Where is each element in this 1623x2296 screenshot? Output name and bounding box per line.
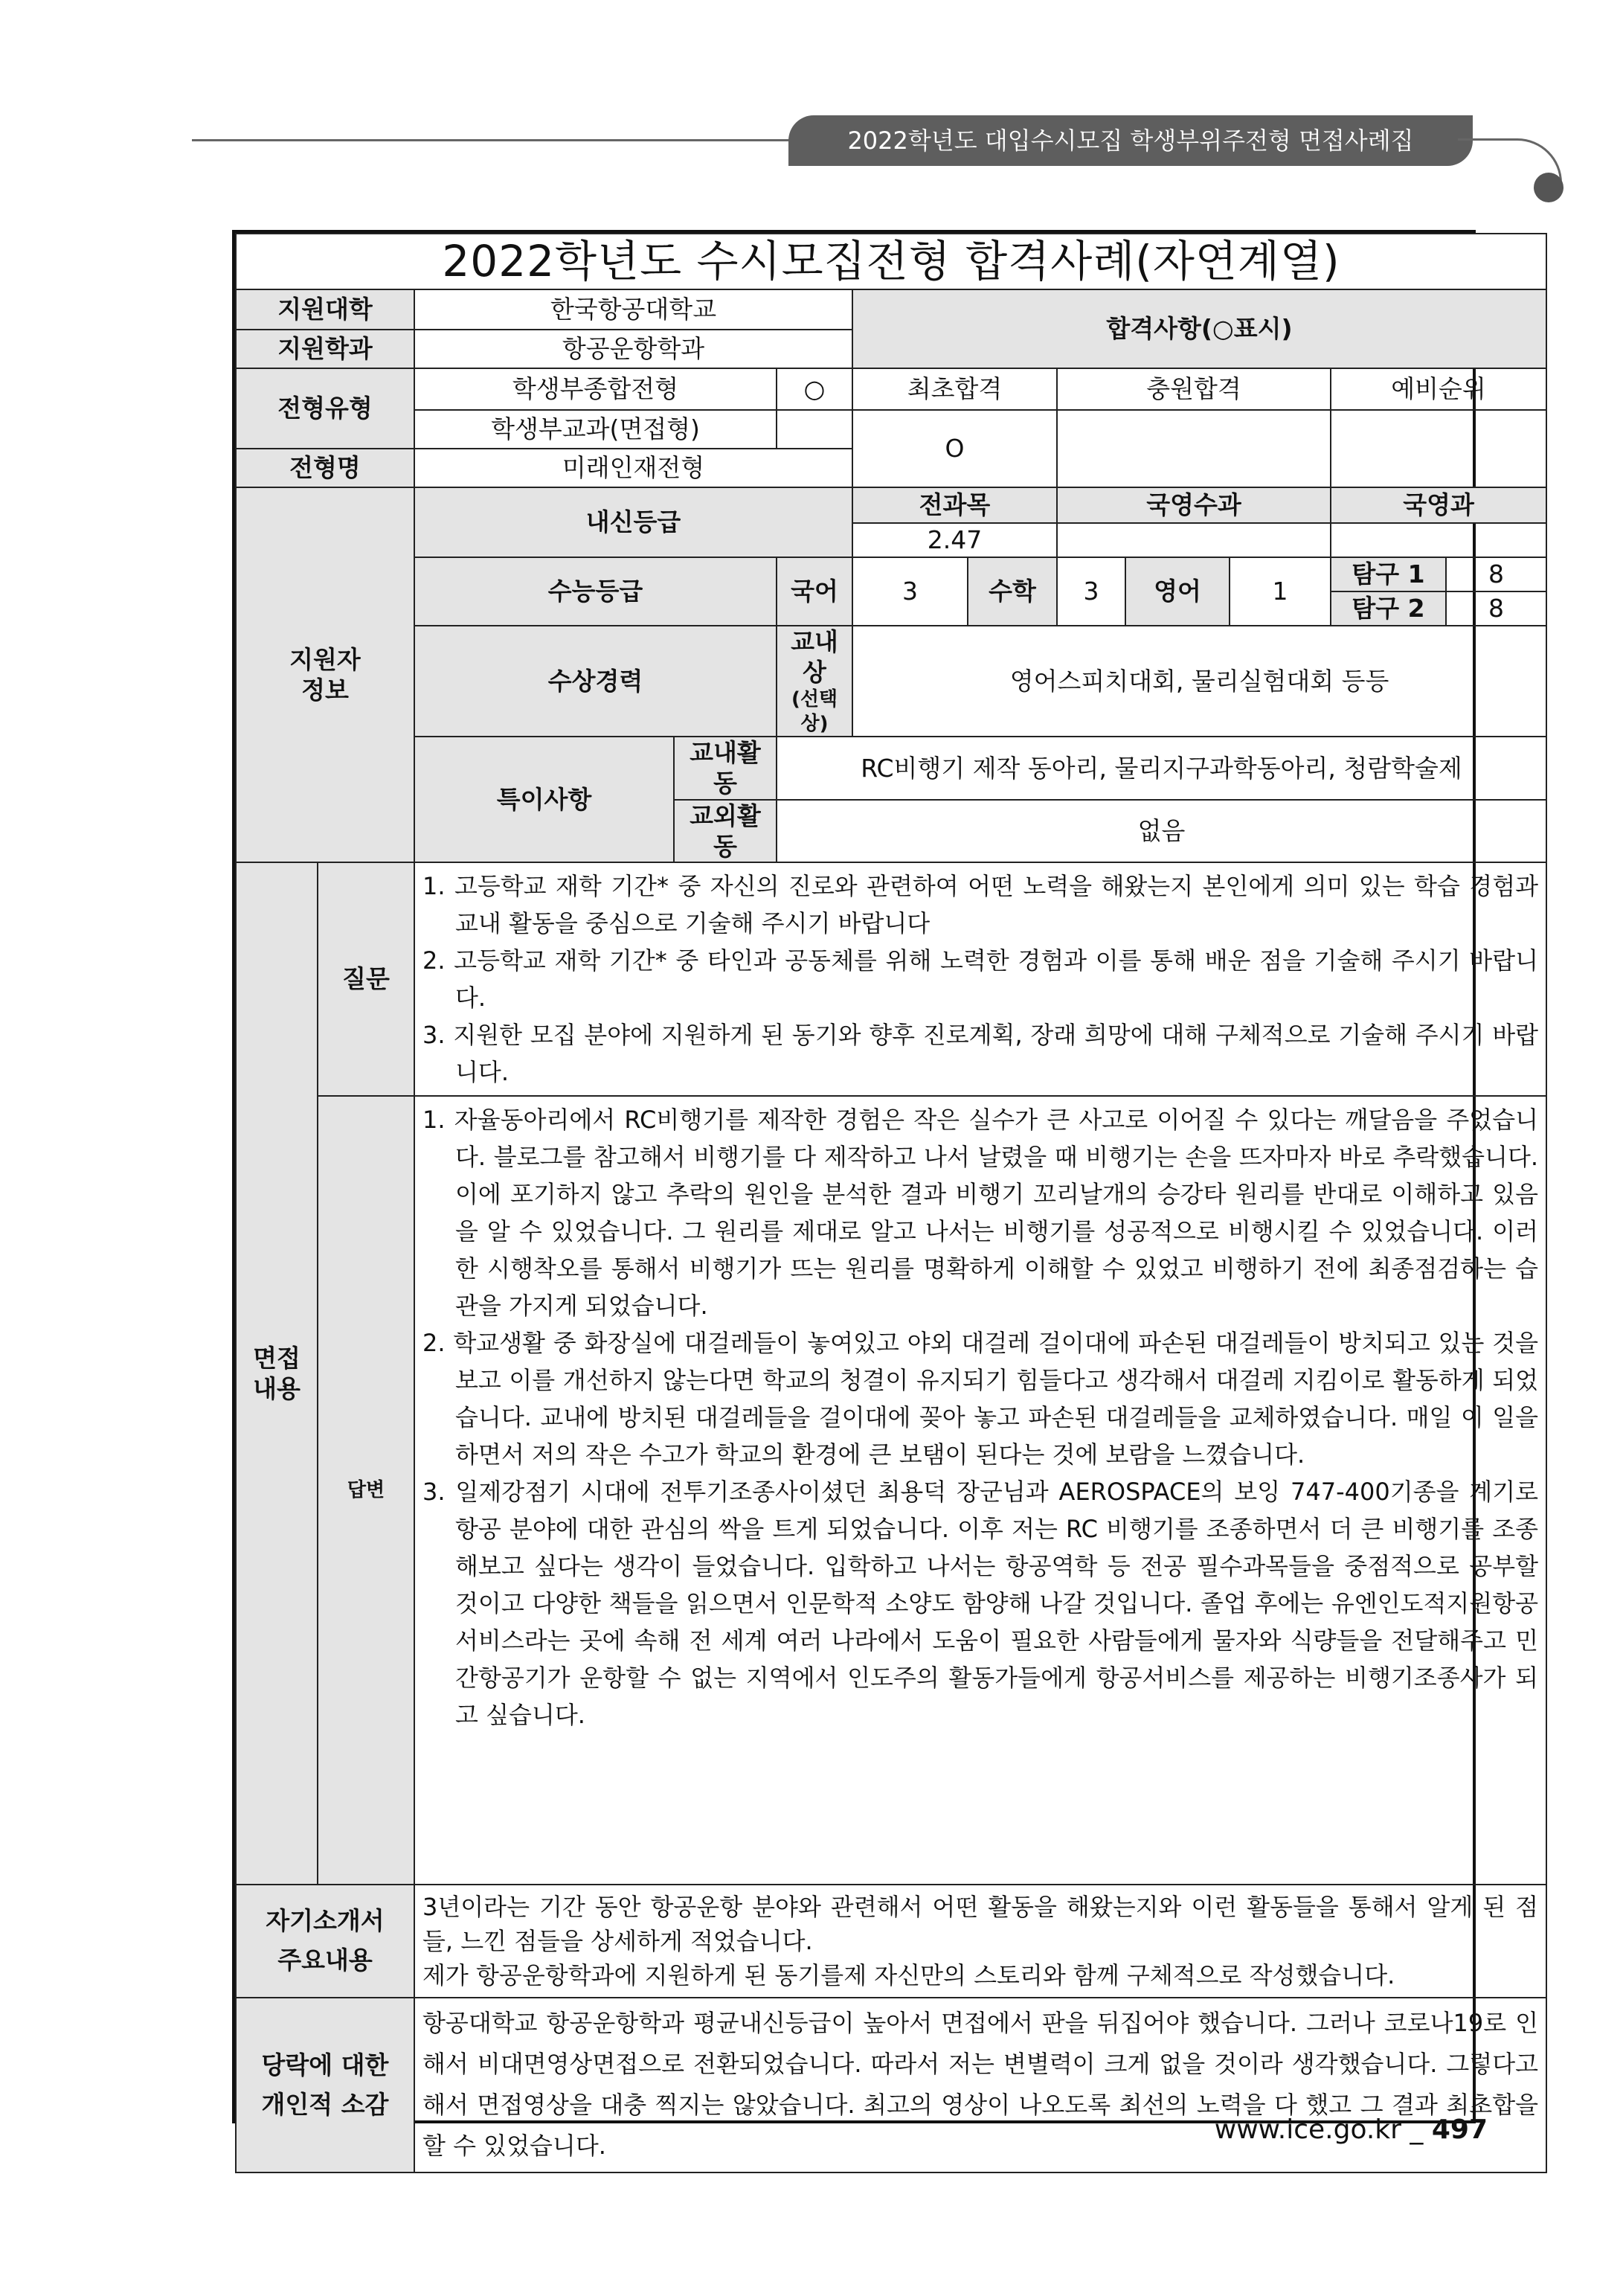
questions-cell: [414, 862, 1546, 1096]
out-school-activity-value: 없음: [777, 800, 1546, 863]
special-notes-label: 특이사항: [414, 737, 674, 862]
english-label: 영어: [1125, 557, 1230, 626]
admission-type-option-1: 학생부종합전형: [414, 368, 777, 410]
header-banner: 2022학년도 대입수시모집 학생부위주전형 면접사례집: [788, 115, 1473, 166]
answer-item: 3. 일제강점기 시대에 전투기조종사이셨던 최용덕 장군님과 AEROSPACE의 보잉 747-400기종을 계기로 항공 분야에 대한 관심의 싹을 트게 되었습니다. 이후 저는 RC 비행기를 조종하면서 더 큰 비행기를 조종해보고 싶다는 생각이 들었습니다. 입학하고 나서는 항공역학 등 전공 필수과목들을 중점적으로 공부할 것이고 다양한 책들을 읽으면서 인문학적 소양도 함양해 나갈 것입니다. 졸업 후에는 유엔인도적지원항공서비스라는 곳에 속해 전 세계 여러 나라에서 도움이 필요한 사람들에게 물자와 식량들을 전달해주고 민간항공기가 운항할 수 없는 지역에서 인도주의 활동가들에게 항공서비스를 제공하는 비행기조종사가 되고 싶습니다.: [422, 1478, 1539, 1729]
result-header: 합격사항(○표시): [852, 289, 1546, 368]
university-label: 지원대학: [236, 289, 414, 330]
waitlist-value: [1331, 410, 1546, 487]
kor-eng-math-label: 국영수과: [1057, 487, 1331, 523]
page-title: 2022학년도 수시모집전형 합격사례(자연계열): [236, 234, 1546, 289]
school-award-text: 교내상: [791, 626, 838, 687]
admission-type-mark-2: [777, 410, 852, 449]
awards-label: 수상경력: [414, 626, 777, 737]
kor-eng-grade: [1331, 523, 1546, 557]
all-subjects-label: 전과목: [852, 487, 1057, 523]
answer-item: 1. 자율동아리에서 RC비행기를 제작한 경험은 작은 실수가 큰 사고로 이어질 수 있다는 깨달음을 주었습니다. 블로그를 참고해서 비행기를 다 제작하고 나서 날렸을 때 비행기는 손을 뜨자마자 바로 추락했습니다. 이에 포기하지 않고 추락의 원인을 분석한 결과 비행기 꼬리날개의 승강타 원리를 반대로 이해하고 있음을 알 수 있었습니다. 그 원리를 제대로 알고 나서는 비행기를 성공적으로 비행시킬 수 있었습니다. 이러한 시행착오를 통해서 비행기가 뜨는 원리를 명확하게 이해할 수 있었고 비행하기 전에 최종점검하는 습관을 가지게 되었습니다.: [422, 1106, 1539, 1320]
answer-item: 2. 학교생활 중 화장실에 대걸레들이 놓여있고 야외 대걸레 걸이대에 파손된 대걸레들이 방치되고 있는 것을 보고 이를 개선하지 않는다면 학교의 청결이 유지되기 힘들다고 생각해서 대걸레 지킴이로 활동하게 되었습니다. 교내에 방치된 대걸레들을 걸이대에 꽂아 놓고 파손된 대걸레들을 교체하였습니다. 매일 이 일을 하면서 저의 작은 수고가 학교의 환경에 큰 보탬이 된다는 것에 보람을 느꼈습니다.: [422, 1329, 1539, 1469]
page-footer: [1160, 2114, 1488, 2145]
answers-cell: [414, 1096, 1546, 1885]
department-value: 항공운항학과: [414, 330, 852, 368]
applicant-info-label: 지원자 정보: [236, 487, 414, 863]
question-item: 1. 고등학교 재학 기간* 중 자신의 진로와 관련하여 어떤 노력을 해왔는지 본인에게 의미 있는 학습 경험과 교내 활동을 중심으로 기술해 주시기 바랍니다: [422, 872, 1539, 937]
school-award-label: [777, 626, 852, 737]
department-label: 지원학과: [236, 330, 414, 368]
admission-name-value: 미래인재전형: [414, 449, 852, 487]
self-intro-paragraph: 3년이라는 기간 동안 항공운항 분야와 관련해서 어떤 활동을 해왔는지와 이런 활동들을 통해서 알게 된 점들, 느낀 점들을 상세하게 적었습니다.: [422, 1893, 1539, 1955]
answer-label: 답변: [318, 1096, 414, 1885]
page-number: 497: [1431, 2114, 1488, 2145]
inquiry-1-label: 탐구 1: [1331, 557, 1446, 591]
math-label: 수학: [968, 557, 1057, 626]
interview-content-label: 면접 내용: [236, 862, 318, 1885]
footer-site-url: www.ice.go.kr _: [1214, 2114, 1432, 2145]
question-item: 2. 고등학교 재학 기간* 중 타인과 공동체를 위해 노력한 경험과 이를 통해 배운 점을 기술해 주시기 바랍니다.: [422, 946, 1539, 1012]
personal-impression-cell: [414, 1998, 1546, 2172]
personal-impression-text: 항공대학교 항공운항학과 평균내신등급이 높아서 면접에서 판을 뒤집어야 했습니다. 그러나 코로나19로 인해서 비대면영상면접으로 전환되었습니다. 따라서 저는 변별력이 크게 없을 것이라 생각했습니다. 그렇다고 해서 면접영상을 대충 찍지는 않았습니다. 최고의 영상이 나오도록 최선의 노력을 다 했고 그 결과 최초합을 할 수 있었습니다.: [422, 2009, 1539, 2160]
school-award-value: 영어스피치대회, 물리실험대회 등등: [852, 626, 1546, 737]
additional-pass-label: 충원합격: [1057, 368, 1331, 410]
school-grade-label: 내신등급: [414, 487, 852, 557]
first-pass-label: 최초합격: [852, 368, 1057, 410]
korean-grade: 3: [852, 557, 968, 626]
header-rule: [192, 139, 809, 141]
in-school-activity-label: 교내활동: [674, 737, 777, 800]
admission-name-label: 전형명: [236, 449, 414, 487]
admission-type-option-2: 학생부교과(면접형): [414, 410, 777, 449]
in-school-activity-value: RC비행기 제작 동아리, 물리지구과학동아리, 청람학술제: [777, 737, 1546, 800]
all-subjects-grade: 2.47: [852, 523, 1057, 557]
out-school-activity-label: 교외활동: [674, 800, 777, 863]
university-value: 한국항공대학교: [414, 289, 852, 330]
additional-pass-value: [1057, 410, 1331, 487]
waitlist-label: 예비순위: [1331, 368, 1546, 410]
inquiry-1-grade: 8: [1446, 557, 1546, 591]
inquiry-2-grade: 8: [1446, 591, 1546, 626]
self-intro-cell: [414, 1885, 1546, 1998]
answers-list: [422, 1101, 1538, 1734]
first-pass-mark: O: [852, 410, 1057, 487]
kor-eng-label: 국영과: [1331, 487, 1546, 523]
question-item: 3. 지원한 모집 분야에 지원하게 된 동기와 향후 진로계획, 장래 희망에 대해 구체적으로 기술해 주시기 바랍니다.: [422, 1021, 1539, 1086]
suneung-grade-label: 수능등급: [414, 557, 777, 626]
header-dot-decoration: [1534, 173, 1563, 202]
kor-eng-math-grade: [1057, 523, 1331, 557]
korean-label: 국어: [777, 557, 852, 626]
math-grade: 3: [1057, 557, 1125, 626]
selected-award-text: (선택상): [791, 688, 838, 735]
inquiry-2-label: 탐구 2: [1331, 591, 1446, 626]
personal-impression-label: 당락에 대한 개인적 소감: [236, 1998, 414, 2172]
english-grade: 1: [1230, 557, 1331, 626]
self-intro-paragraph: 제가 항공운항학과에 지원하게 된 동기를제 자신만의 스토리와 함께 구체적으로 작성했습니다.: [422, 1961, 1395, 1989]
admission-type-mark-1: ○: [777, 368, 852, 410]
admission-type-label: 전형유형: [236, 368, 414, 449]
questions-list: [422, 868, 1538, 1091]
question-label: 질문: [318, 862, 414, 1096]
self-intro-label: 자기소개서 주요내용: [236, 1885, 414, 1998]
